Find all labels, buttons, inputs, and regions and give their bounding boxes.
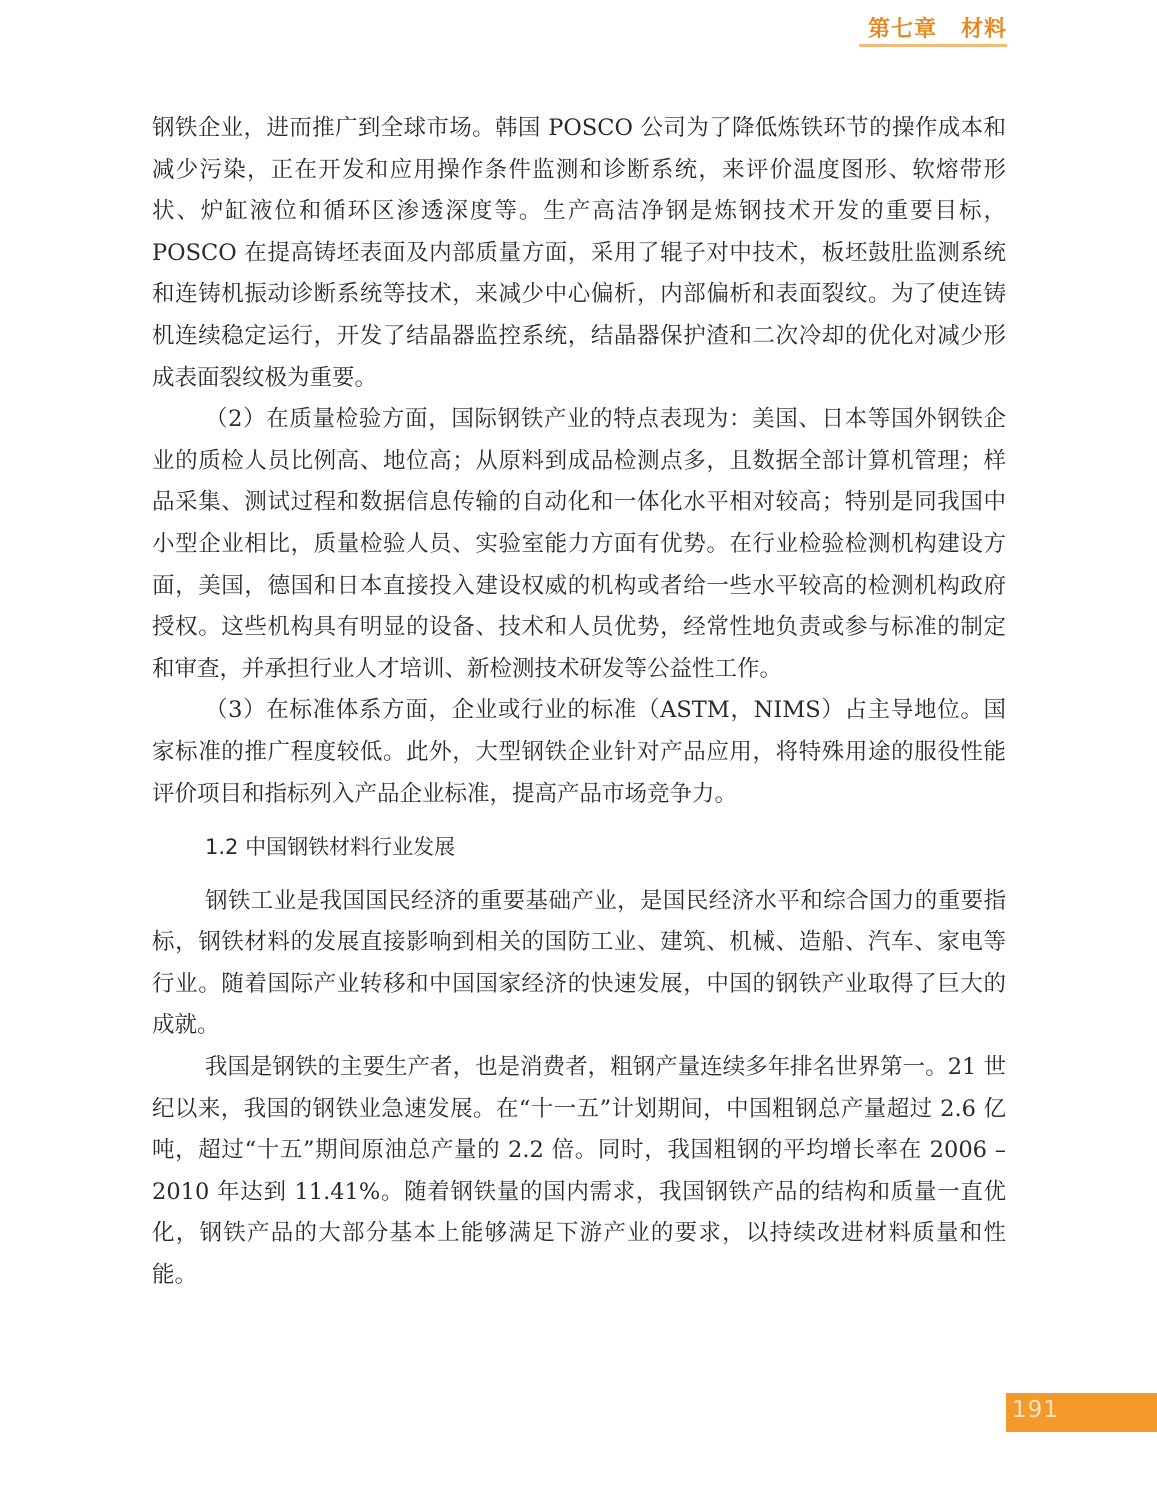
running-header <box>868 12 1007 43</box>
section-label: 材料 <box>960 17 1007 42</box>
paragraph-steel-industry: 钢铁工业是我国国民经济的重要基础产业，是国民经济水平和综合国力的重要指标，钢铁材料的发展直接影响到相关的国防工业、建筑、机械、造船、汽车、家电等行业。随着国际产业转移和中国国家经济的快速发展，中国的钢铁产业取得了巨大的成就。 <box>152 887 1006 1039</box>
paragraph-quality-inspection: （2）在质量检验方面，国际钢铁产业的特点表现为：美国、日本等国外钢铁企业的质检人员比例高、地位高；从原料到成品检测点多，且数据全部计算机管理；样品采集、测试过程和数据信息传输的自动化和一体化水平相对较高；特别是同我国中小型企业相比，质量检验人员、实验室能力方面有优势。在行业检验检测机构建设方面，美国，德国和日本直接投入建设权威的机构或者给一些水平较高的检测机构政府授权。这些机构具有明显的设备、技术和人员优势，经常性地负责或参与标准的制定和审查，并承担行业人才培训、新检测技术研发等公益性工作。 <box>152 406 1006 682</box>
page-number: 191 <box>1012 1397 1059 1423</box>
paragraph-standards-system: （3）在标准体系方面，企业或行业的标准（ASTM，NIMS）占主导地位。国家标准的推广程度较低。此外，大型钢铁企业针对产品应用，将特殊用途的服役性能评价项目和指标列入产品企业标准，提高产品市场竞争力。 <box>152 697 1006 807</box>
page-body <box>152 108 1006 1297</box>
paragraph-continued-posco: 钢铁企业，进而推广到全球市场。韩国 POSCO 公司为了降低炼铁环节的操作成本和减少污染，正在开发和应用操作条件监测和诊断系统，来评价温度图形、软熔带形状、炉缸液位和循环区渗透深度等。生产高洁净钢是炼钢技术开发的重要目标，POSCO 在提高铸坯表面及内部质量方面，采用了辊子对中技术，板坯鼓肚监测系统和连铸机振动诊断系统等技术，来减少中心偏析，内部偏析和表面裂纹。为了使连铸机连续稳定运行，开发了结晶器监控系统，结晶器保护渣和二次冷却的优化对减少形成表面裂纹极为重要。 <box>152 115 1006 391</box>
section-heading: 1.2 中国钢铁材料行业发展 <box>205 835 456 860</box>
page-number-tab <box>1006 1393 1157 1432</box>
paragraph-steel-production: 我国是钢铁的主要生产者，也是消费者，粗钢产量连续多年排名世界第一。21 世纪以来，我国的钢铁业急速发展。在“十一五”计划期间，中国粗钢总产量超过 2.6 亿吨，超过“十五”期间原油总产量的 2.2 倍。同时，我国粗钢的平均增长率在 2006 – 2010 年达到 11.41%。随着钢铁量的国内需求，我国钢铁产品的结构和质量一直优化，钢铁产品的大部分基本上能够满足下游产业的要求，以持续改进材料质量和性能。 <box>152 1054 1006 1289</box>
chapter-label: 第七章 <box>867 17 937 42</box>
header-underline <box>859 44 1007 47</box>
